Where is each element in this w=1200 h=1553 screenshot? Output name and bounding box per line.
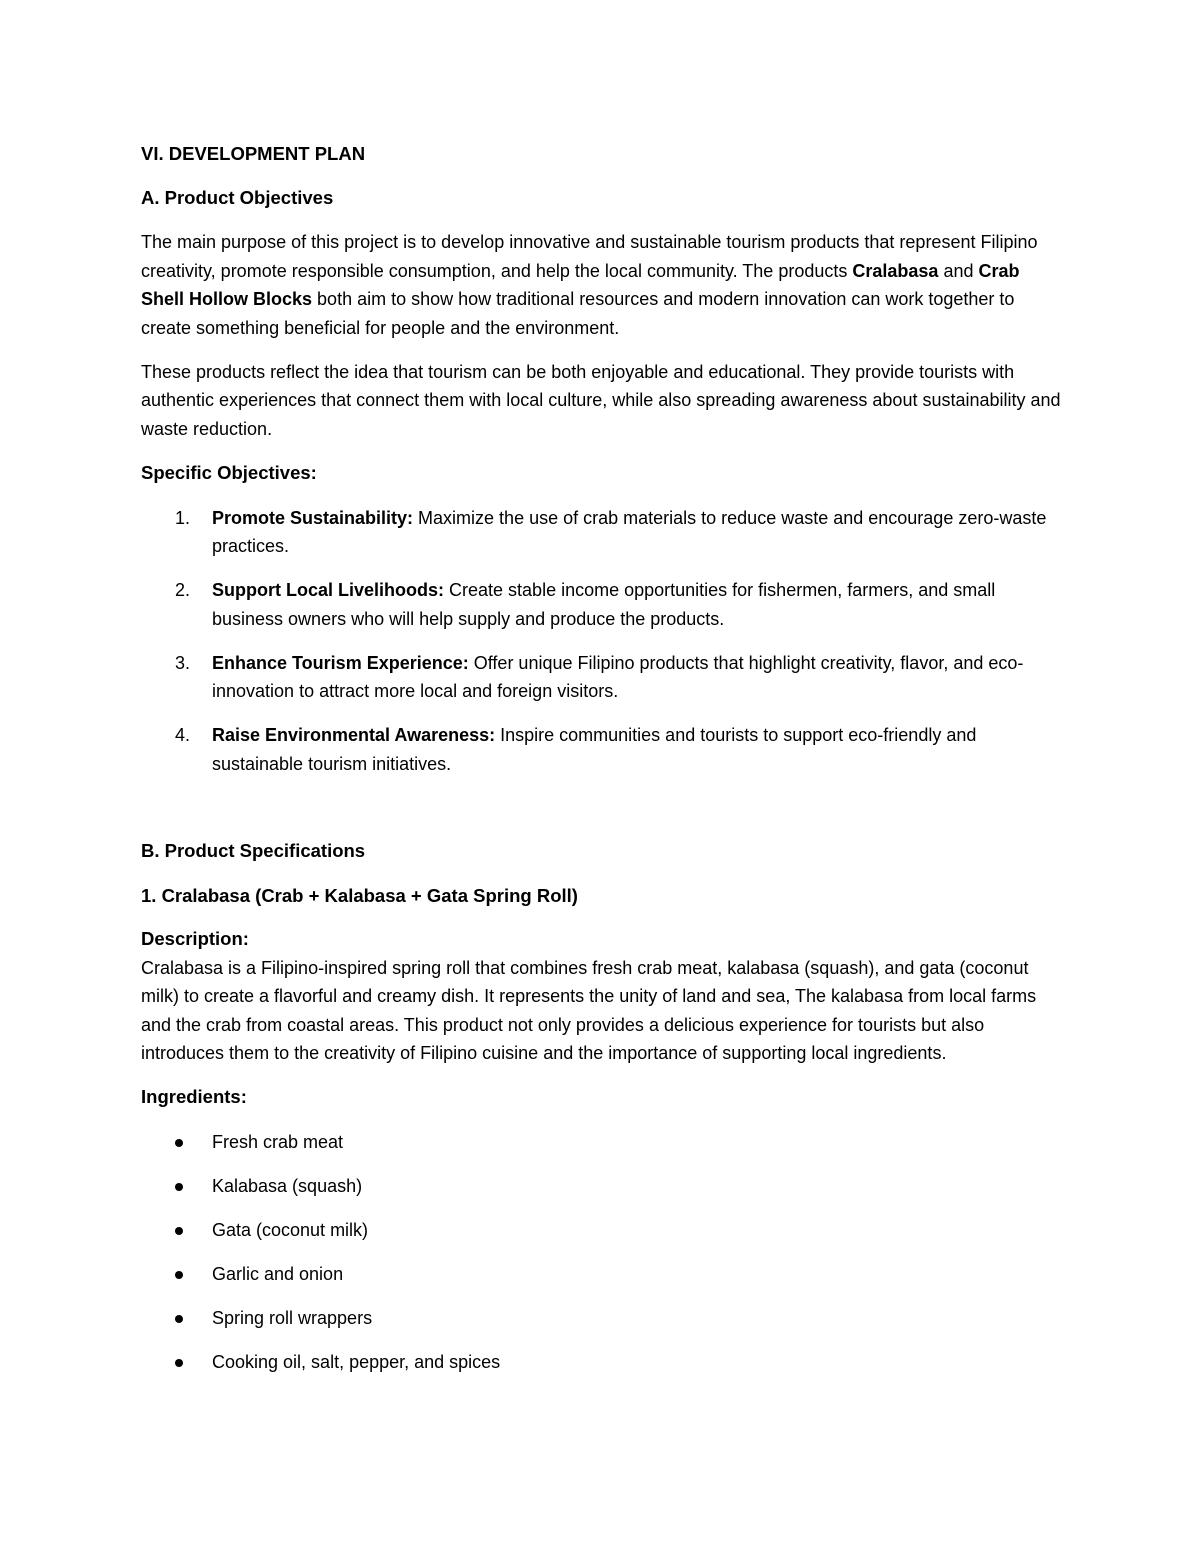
objective-number: 4. xyxy=(175,725,191,745)
ingredient-item xyxy=(141,1172,1061,1201)
objective-text: Offer unique Filipino products that highlight creativity, flavor, and eco-innovation to attract more local and foreign visitors. xyxy=(212,652,1024,701)
bullet-icon xyxy=(175,1359,183,1367)
document-page xyxy=(141,140,1061,1392)
ingredient-text: Gata (coconut milk) xyxy=(212,1219,369,1240)
objective-text: Maximize the use of crab materials to reduce waste and encourage zero-waste practices. xyxy=(212,507,1047,556)
product-objectives-heading: A. Product Objectives xyxy=(141,186,334,208)
para1-bold-cralabasa: Cralabasa xyxy=(852,260,939,281)
objective-item xyxy=(141,721,1061,778)
objective-title: Enhance Tourism Experience: xyxy=(212,652,469,673)
ingredient-text: Cooking oil, salt, pepper, and spices xyxy=(212,1351,501,1372)
ingredient-text: Garlic and onion xyxy=(212,1263,344,1284)
objective-item xyxy=(141,576,1061,633)
objectives-paragraph-1 xyxy=(141,228,1061,342)
objective-item xyxy=(141,504,1061,561)
objective-number: 1. xyxy=(175,507,191,528)
description-text: Cralabasa is a Filipino-inspired spring roll that combines fresh crab meat, kalabasa (squash), and gata (coconut milk) to create a flavorful and creamy dish. It represents the unity of land and sea, The kalabasa from local farms and the crab from coastal areas. This product not only provides a delicious experience for tourists but also introduces them to the creativity of Filipino cuisine and the importance of supporting local ingredients. xyxy=(141,957,1037,1063)
description-label: Description: xyxy=(141,928,249,949)
objective-number: 2. xyxy=(175,580,191,600)
ingredient-item xyxy=(141,1304,1061,1333)
ingredients-label: Ingredients: xyxy=(141,1086,247,1107)
product1-heading: 1. Cralabasa (Crab + Kalabasa + Gata Spring Roll) xyxy=(141,884,578,906)
specific-objectives-list xyxy=(141,504,1061,779)
objective-number: 3. xyxy=(175,652,191,673)
bullet-icon xyxy=(175,1139,183,1147)
objective-text: Create stable income opportunities for fishermen, farmers, and small business owners who will help supply and produce the products. xyxy=(212,580,996,629)
ingredient-item xyxy=(141,1216,1061,1245)
ingredient-text: Kalabasa (squash) xyxy=(212,1175,363,1196)
ingredient-item xyxy=(141,1260,1061,1289)
ingredient-item xyxy=(141,1128,1061,1157)
objective-title: Promote Sustainability: xyxy=(212,507,414,528)
para1-text-3: both aim to show how traditional resources and modern innovation can work together to create something beneficial for people and the environment. xyxy=(141,289,1015,338)
objective-text: Inspire communities and tourists to support eco-friendly and sustainable tourism initiatives. xyxy=(212,725,977,774)
objective-item xyxy=(141,649,1061,706)
bullet-icon xyxy=(175,1227,183,1235)
objective-title: Raise Environmental Awareness: xyxy=(212,725,496,745)
ingredients-list xyxy=(141,1128,1061,1377)
product-specifications-heading: B. Product Specifications xyxy=(141,840,366,861)
para1-text-2: and xyxy=(938,260,979,281)
bullet-icon xyxy=(175,1315,183,1323)
para1-text-1: The main purpose of this project is to develop innovative and sustainable tourism products that represent Filipino creativity, promote responsible consumption, and help the local community. The products xyxy=(141,232,1038,281)
bullet-icon xyxy=(175,1183,183,1191)
specific-objectives-heading: Specific Objectives: xyxy=(141,462,317,483)
para1-bold-crab-shell: Crab Shell Hollow Blocks xyxy=(141,260,1020,309)
objectives-paragraph-2: These products reflect the idea that tourism can be both enjoyable and educational. They provide tourists with authentic experiences that connect them with local culture, while also spreading awareness about sustainability and waste reduction. xyxy=(141,361,1061,439)
ingredient-item xyxy=(141,1348,1061,1377)
bullet-icon xyxy=(175,1271,183,1279)
objective-title: Support Local Livelihoods: xyxy=(212,580,445,600)
section-title: VI. DEVELOPMENT PLAN xyxy=(141,143,366,164)
ingredient-text: Spring roll wrappers xyxy=(212,1307,373,1328)
ingredient-text: Fresh crab meat xyxy=(212,1131,344,1152)
